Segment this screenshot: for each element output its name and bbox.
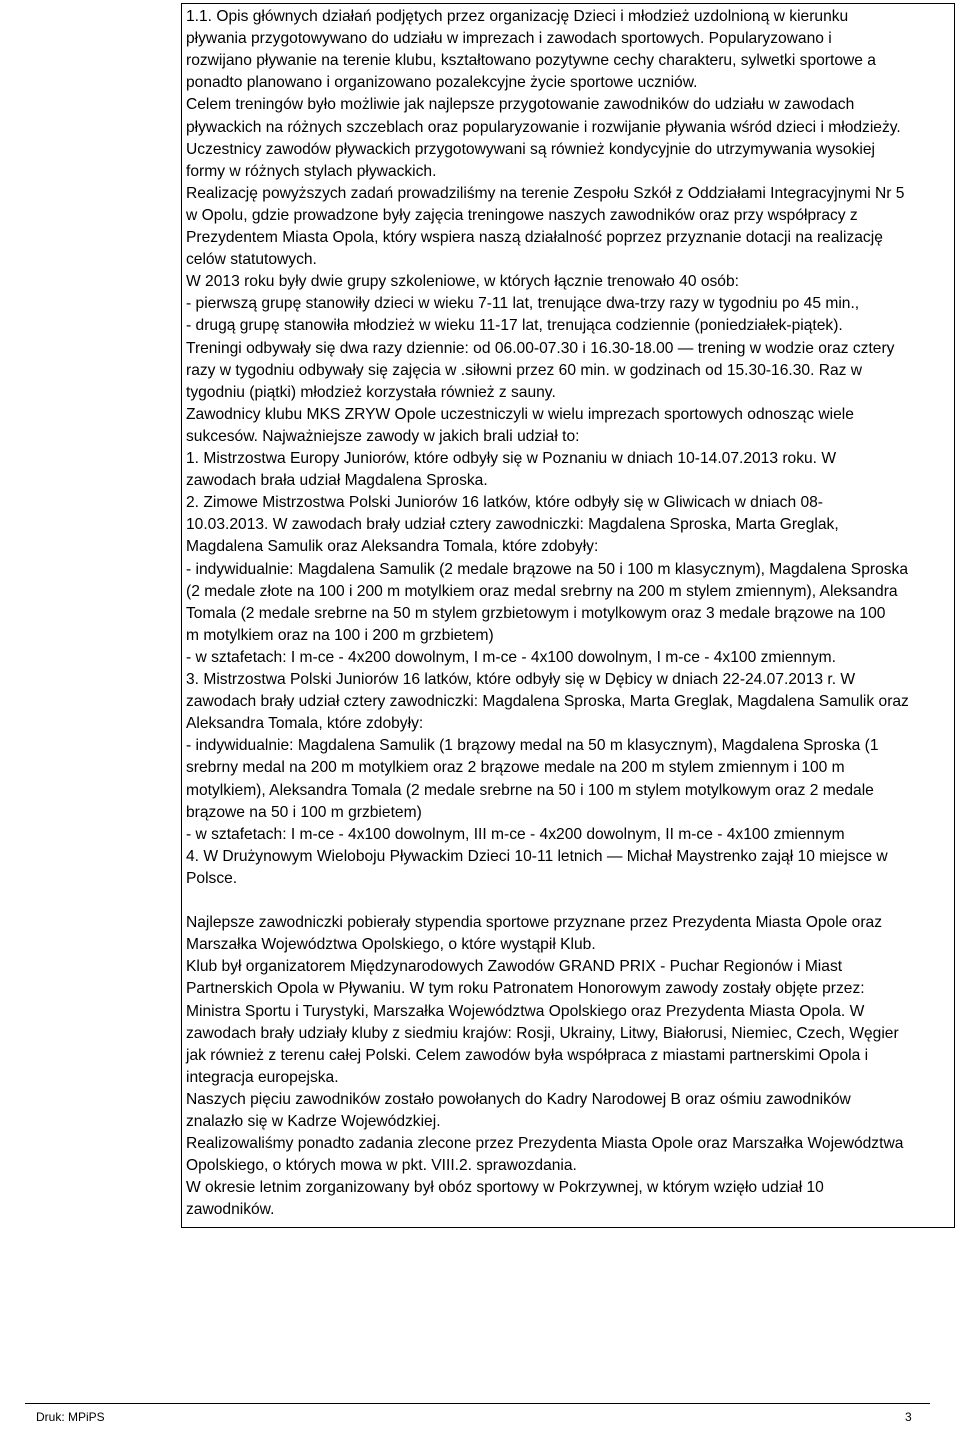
text-line: rozwijano pływanie na terenie klubu, kształtowano pozytywne cechy charakteru, sylwetki sportowe a	[186, 52, 876, 70]
text-line: tygodniu (piątki) młodzież korzystała również z sauny.	[186, 383, 556, 401]
text-line: Aleksandra Tomala, które zdobyły:	[186, 715, 424, 733]
text-line: 3. Mistrzostwa Polski Juniorów 16 latków, które odbyły się w Dębicy w dniach 22-24.07.2013 r. W	[186, 671, 856, 688]
text-line: Realizowaliśmy ponadto zadania zlecone przez Prezydenta Miasta Opole oraz Marszałka Województwa	[186, 1135, 904, 1153]
text-line: zawodach brały udziały kluby z siedmiu krajów: Rosji, Ukrainy, Litwy, Białorusi, Niemiec, Czech, Węgier	[186, 1024, 899, 1042]
text-line: W 2013 roku były dwie grupy szkoleniowe, w których łącznie trenowało 40 osób:	[186, 273, 739, 291]
text-line: Marszałka Województwa Opolskiego, o które wystąpił Klub.	[186, 936, 596, 954]
text-line: sukcesów. Najważniejsze zawody w jakich brali udział to:	[186, 427, 580, 445]
text-line: 1.1. Opis głównych działań podjętych przez organizację Dzieci i młodzież uzdolnioną w kierunku	[186, 8, 849, 25]
text-line: 4. W Drużynowym Wieloboju Pływackim Dzieci 10-11 letnich — Michał Maystrenko zajął 10 miejsce w	[186, 847, 888, 865]
text-line: 1. Mistrzostwa Europy Juniorów, które odbyły się w Poznaniu w dniach 10-14.07.2013 roku. W	[186, 450, 837, 467]
text-line: Najlepsze zawodniczki pobierały stypendia sportowe przyznane przez Prezydenta Miasta Opole oraz	[186, 914, 883, 932]
footer-rule	[25, 1403, 930, 1404]
text-line: Opolskiego, o których mowa w pkt. VIII.2. sprawozdania.	[186, 1157, 577, 1175]
text-line: brązowe na 50 i 100 m grzbietem)	[186, 803, 422, 821]
text-line: celów statutowych.	[186, 251, 317, 269]
text-line: Prezydentem Miasta Opola, który wspiera naszą działalność poprzez przyznanie dotacji na realizację	[186, 229, 883, 246]
text-line: jak również z terenu całej Polski. Celem zawodów była współpraca z miastami partnerskimi Opola i	[186, 1046, 869, 1064]
text-line: pływania przygotowywano do udziału w imprezach i zawodach sportowych. Popularyzowano i	[186, 30, 832, 48]
footer-print-label: Druk: MPiPS	[36, 1410, 105, 1424]
text-line: - indywidualnie: Magdalena Samulik (2 medale brązowe na 50 i 100 m klasycznym), Magdalena Sproska	[186, 560, 909, 578]
text-line: formy w różnych stylach pływackich.	[186, 162, 437, 180]
text-line: m motylkiem oraz na 100 i 200 m grzbietem)	[186, 626, 494, 644]
text-line: W okresie letnim zorganizowany był obóz sportowy w Pokrzywnej, w którym wzięło udział 10	[186, 1179, 824, 1197]
text-line: Polsce.	[186, 869, 238, 887]
text-line: 10.03.2013. W zawodach brały udział cztery zawodniczki: Magdalena Sproska, Marta Greglak,	[186, 516, 839, 534]
text-line: - pierwszą grupę stanowiły dzieci w wieku 7-11 lat, trenujące dwa-trzy razy w tygodniu po 45 min.,	[186, 295, 860, 313]
text-line: - indywidualnie: Magdalena Samulik (1 brązowy medal na 50 m klasycznym), Magdalena Sproska (1	[186, 737, 879, 755]
page-number: 3	[905, 1410, 912, 1424]
text-line: - drugą grupę stanowiła młodzież w wieku 11-17 lat, trenująca codziennie (poniedziałek-piątek).	[186, 317, 843, 335]
text-line: Partnerskich Opola w Pływaniu. W tym roku Patronatem Honorowym zawody zostały objęte przez:	[186, 980, 865, 998]
text-line: Zawodnicy klubu MKS ZRYW Opole uczestniczyli w wielu imprezach sportowych odnosząc wiele	[186, 405, 854, 423]
text-line: integracja europejska.	[186, 1068, 339, 1086]
text-line: Klub był organizatorem Międzynarodowych Zawodów GRAND PRIX - Puchar Regionów i Miast	[186, 958, 843, 976]
text-line: Tomala (2 medale srebrne na 50 m stylem grzbietowym i motylkowym oraz 3 medale brązowe na 100	[186, 604, 886, 622]
text-line: w Opolu, gdzie prowadzone były zajęcia treningowe naszych zawodników oraz przy współpracy z	[186, 206, 858, 224]
text-line: Celem treningów było możliwie jak najlepsze przygotowanie zawodników do udziału w zawodach	[186, 96, 855, 114]
text-line: 2. Zimowe Mistrzostwa Polski Juniorów 16 latków, które odbyły się w Gliwicach w dniach 08-	[186, 494, 823, 512]
text-line: Uczestnicy zawodów pływackich przygotowywani są również kondycyjnie do utrzymywania wysokiej	[186, 140, 875, 158]
text-line: - w sztafetach: I m-ce - 4x100 dowolnym, III m-ce - 4x200 dowolnym, II m-ce - 4x100 zmiennym	[186, 825, 845, 843]
text-line: razy w tygodniu odbywały się zajęcia w .siłowni przez 60 min. w godzinach od 15.30-16.30. Raz w	[186, 361, 863, 379]
text-line: zawodników.	[186, 1201, 275, 1219]
text-line: zawodach brały udział cztery zawodniczki: Magdalena Sproska, Marta Greglak, Magdalena Samulik oraz	[186, 693, 909, 711]
text-line: motylkiem), Aleksandra Tomala (2 medale srebrne na 50 i 100 m stylem motylkowym oraz 2 medale	[186, 781, 874, 799]
text-line: - w sztafetach: I m-ce - 4x200 dowolnym, I m-ce - 4x100 dowolnym, I m-ce - 4x100 zmiennym.	[186, 648, 836, 666]
text-line: znalazło się w Kadrze Wojewódzkiej.	[186, 1113, 441, 1130]
text-line: Naszych pięciu zawodników zostało powołanych do Kadry Narodowej B oraz ośmiu zawodników	[186, 1090, 851, 1108]
text-line: pływackich na różnych szczeblach oraz popularyzowanie i rozwijanie pływania wśród dzieci i młodzieży.	[186, 118, 901, 136]
text-line: Treningi odbywały się dwa razy dziennie: od 06.00-07.30 i 16.30-18.00 — trening w wodzie oraz cztery	[186, 339, 895, 357]
text-line: Magdalena Samulik oraz Aleksandra Tomala, które zdobyły:	[186, 538, 599, 556]
text-line: Realizację powyższych zadań prowadziliśmy na terenie Zespołu Szkół z Oddziałami Integracyjnymi Nr 5	[186, 184, 905, 202]
text-line: zawodach brała udział Magdalena Sproska.	[186, 472, 488, 490]
text-line: srebrny medal na 200 m motylkiem oraz 2 brązowe medale na 200 m stylem zmiennym i 100 m	[186, 759, 845, 777]
text-line: ponadto planowano i organizowano pozalekcyjne życie sportowe uczniów.	[186, 74, 698, 92]
text-line: Ministra Sportu i Turystyki, Marszałka Województwa Opolskiego oraz Prezydenta Miasta Opola. W	[186, 1002, 865, 1020]
text-line: (2 medale złote na 100 i 200 m motylkiem oraz medal srebrny na 200 m stylem zmiennym), Aleksandra	[186, 582, 898, 600]
